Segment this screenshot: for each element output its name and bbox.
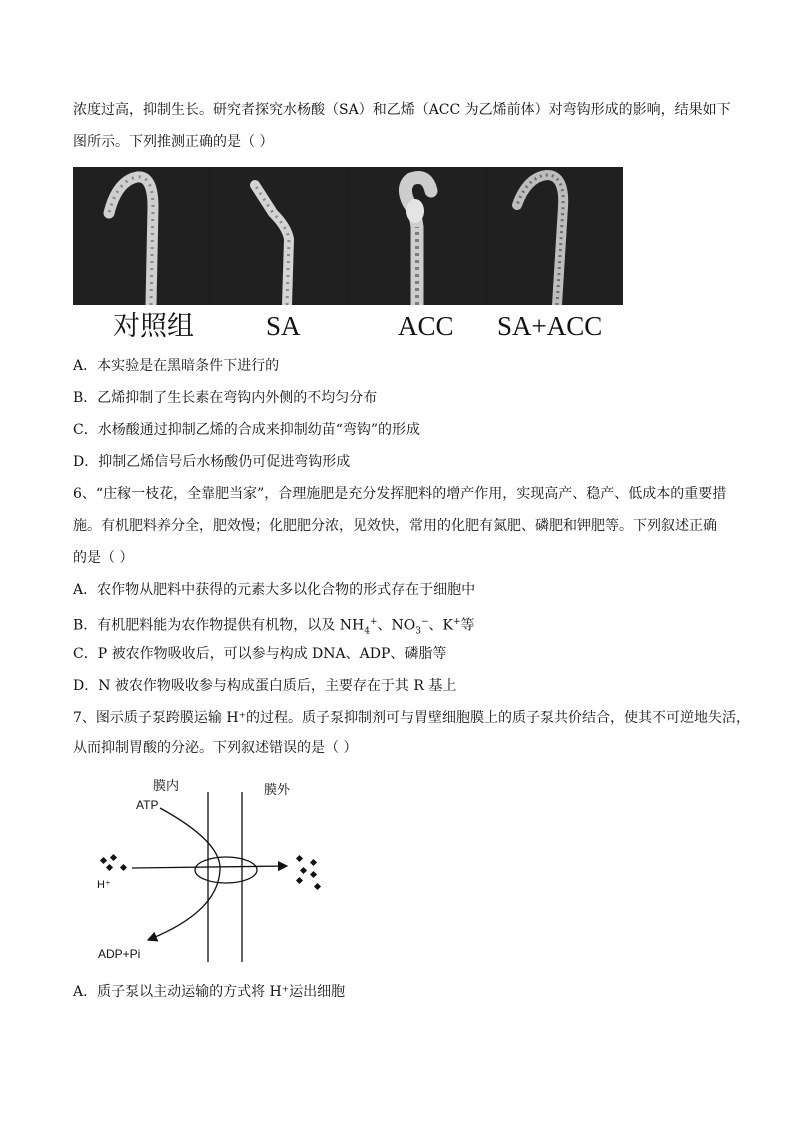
question-text-line: 施。有机肥料养分全，肥效慢；化肥肥分浓，见效快，常用的化肥有氮肥、磷肥和钾肥等。下列叙述正确 [73, 518, 717, 534]
option-c: C．P 被农作物吸收后，可以参与构成 DNA、ADP、磷脂等 [73, 646, 447, 662]
seedling-photo-sa [211, 167, 347, 305]
option-d: D．抑制乙烯信号后水杨酸仍可促进弯钩形成 [73, 454, 351, 470]
membrane-inside-label: 膜内 [153, 778, 180, 793]
proton-pump-ellipse [195, 857, 257, 883]
question-text-line: 浓度过高，抑制生长。研究者探究水杨酸（SA）和乙烯（ACC 为乙烯前体）对弯钩形成的影响，结果如下 [73, 102, 731, 118]
question-text-line: 从而抑制胃酸的分泌。下列叙述错误的是（ ） [73, 740, 358, 756]
h-ions-outside [296, 855, 321, 890]
seedling-photo-strip [73, 167, 623, 305]
atp-label: ATP [136, 798, 159, 812]
seedling-photo-control [73, 167, 209, 305]
h-transport-arrow [132, 866, 287, 868]
option-d: D．N 被农作物吸收参与构成蛋白质后，主要存在于其 R 基上 [73, 678, 457, 694]
seedling-image [487, 167, 623, 305]
option-b: B．有机肥料能为农作物提供有机物，以及 $NH_4^+$、$NO_3^-$、K+等 [73, 617, 475, 637]
photo-caption-sa: SA [266, 311, 301, 341]
option-a: A．本实验是在黑暗条件下进行的 [73, 358, 280, 374]
proton-pump-diagram [90, 772, 350, 962]
seedling-photo-sa-acc [487, 167, 623, 305]
membrane-outside-label: 膜外 [264, 782, 291, 797]
photo-caption-acc: ACC [398, 311, 454, 341]
atp-hydrolysis-arrow [148, 808, 220, 940]
seedling-image [211, 167, 347, 305]
seedling-image [349, 167, 485, 305]
h-ion-label: H⁺ [97, 879, 111, 891]
question-text-line: 图所示。下列推测正确的是（ ） [73, 134, 274, 150]
membrane-diagram-svg [90, 772, 350, 962]
option-a: A．质子泵以主动运输的方式将 H⁺运出细胞 [73, 984, 346, 1000]
option-a: A．农作物从肥料中获得的元素大多以化合物的形式存在于细胞中 [73, 582, 476, 598]
photo-caption-control: 对照组 [113, 311, 194, 341]
question-text-line: 的是（ ） [73, 550, 134, 566]
question-text-line: 7、图示质子泵跨膜运输 H⁺的过程。质子泵抑制剂可与胃壁细胞膜上的质子泵共价结合，使其不可逆地失活， [73, 710, 750, 726]
seedling-image [73, 167, 209, 305]
option-b: B．乙烯抑制了生长素在弯钩内外侧的不均匀分布 [73, 390, 378, 406]
photo-caption-sa-acc: SA+ACC [497, 311, 603, 341]
seedling-photo-acc [349, 167, 485, 305]
option-c: C．水杨酸通过抑制乙烯的合成来抑制幼苗“弯钩”的形成 [73, 422, 421, 438]
h-ions-inside [100, 854, 127, 871]
question-text-line: 6、“庄稼一枝花，全靠肥当家”，合理施肥是充分发挥肥料的增产作用，实现高产、稳产、低成本的重要措 [73, 486, 727, 502]
adp-pi-label: ADP+Pi [98, 947, 141, 961]
